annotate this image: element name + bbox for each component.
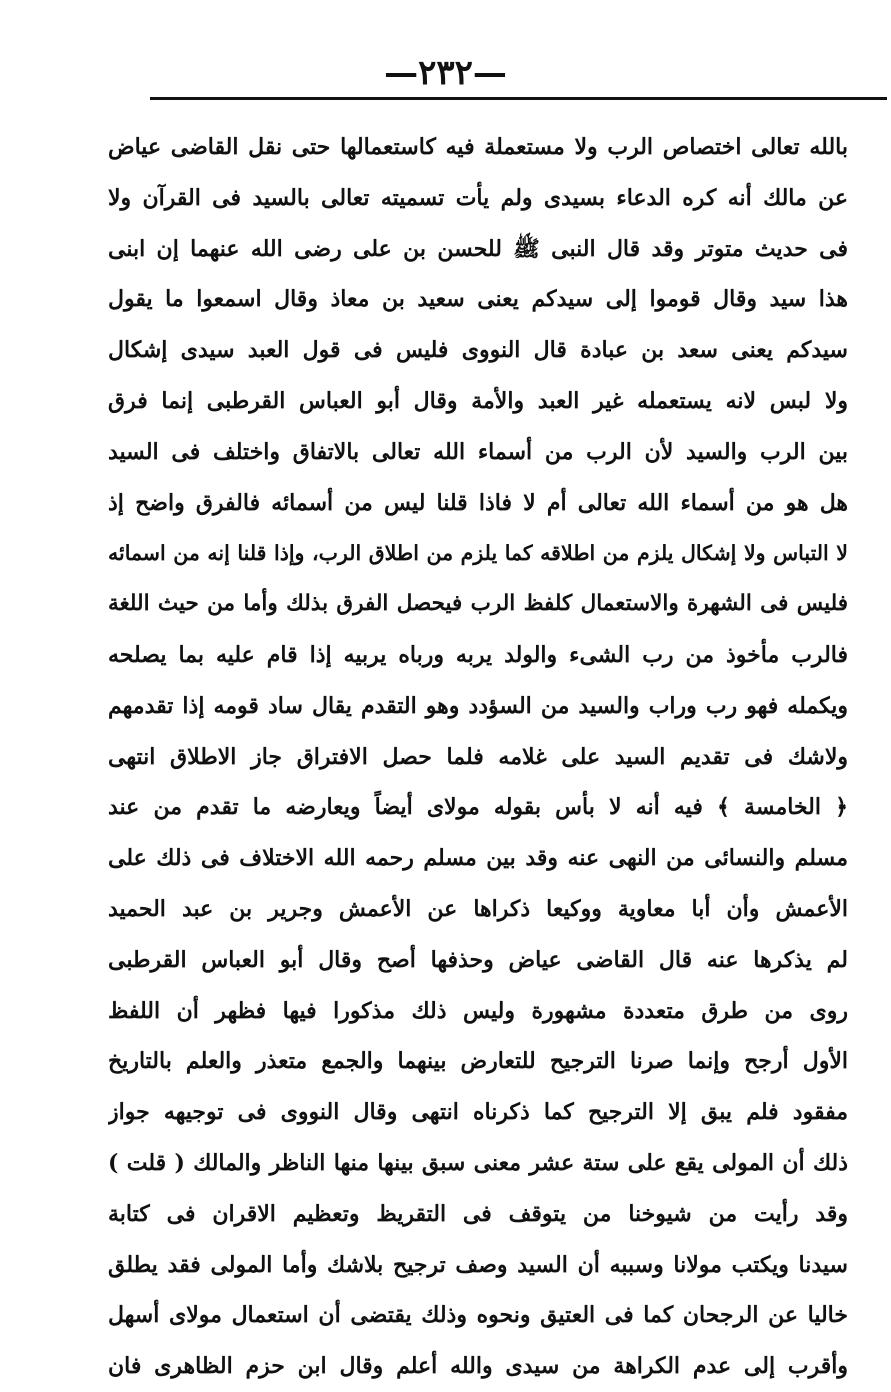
text-line: الأول أرجح وإنما صرنا الترجيح للتعارض بينهما والجمع متعذر والعلم بالتاريخ (108, 1048, 848, 1075)
body-text (108, 122, 848, 1392)
text-line: وأقرب إلى عدم الكراهة من سيدى والله أعلم وقال ابن حزم الظاهرى فان (108, 1353, 848, 1380)
page-number: —٢٣٢— (384, 53, 507, 93)
text-line: هل هو من أسماء الله تعالى أم لا فاذا قلنا ليس من أسمائه فالفرق واضح إذ (108, 489, 848, 516)
text-line: بين الرب والسيد لأن الرب من أسماء الله تعالى بالاتفاق واختلف فى السيد (108, 438, 848, 465)
text-line: بالله تعالى اختصاص الرب ولا مستعملة فيه كاستعمالها حتى نقل القاضى عياض (108, 134, 848, 160)
text-line: سيدنا ويكتب مولانا وسببه أن السيد وصف ترجيح بلاشك وأما المولى فقد يطلق (108, 1251, 848, 1278)
text-line: مسلم والنسائى من النهى عنه وقد بين مسلم رحمه الله الاختلاف فى ذلك على (108, 845, 848, 872)
text-line: وقد رأيت من شيوخنا من يتوقف فى التقريظ وتعظيم الاقران فى كتابة (108, 1200, 848, 1227)
header-rule (150, 97, 887, 100)
text-line: لا التباس ولا إشكال يلزم من اطلاقه كما يلزم من اطلاق الرب، وإذا قلنا إنه من اسمائه (108, 541, 848, 566)
text-line: فالرب مأخوذ من رب الشىء والولد يربه ورباه يربيه إذا قام عليه بما يصلحه (108, 641, 848, 668)
text-line: سيدكم يعنى سعد بن عبادة قال النووى فليس فى قول العبد سيدى إشكال (108, 337, 848, 364)
text-line: مفقود فلم يبق إلا الترجيح كما ذكرناه انتهى وقال النووى فى توجيهه جواز (108, 1099, 848, 1126)
text-line: فى حديث متوتر وقد قال النبى ﷺ للحسن بن على رضى الله عنهما إن ابنى (108, 235, 848, 262)
text-line: ويكمله فهو رب وراب والسيد من السؤدد وهو التقدم يقال ساد قومه إذا تقدمهم (108, 692, 848, 719)
text-line: عن مالك أنه كره الدعاء بسيدى ولم يأت تسميته تعالى بالسيد فى القرآن ولا (108, 184, 848, 211)
text-line: ولاشك فى تقديم السيد على غلامه فلما حصل الافتراق جاز الاطلاق انتهى (108, 743, 848, 770)
text-line: ﴿ الخامسة ﴾ فيه أنه لا بأس بقوله مولاى أيضاً ويعارضه ما تقدم من عند (108, 794, 848, 821)
text-line: فليس فى الشهرة والاستعمال كلفظ الرب فيحصل الفرق بذلك وأما من حيث اللغة (108, 591, 848, 617)
text-line: ولا لبس لانه يستعمله غير العبد والأمة وقال أبو العباس القرطبى إنما فرق (108, 387, 848, 414)
text-line: هذا سيد وقال قوموا إلى سيدكم يعنى سعيد بن معاذ وقال اسمعوا ما يقول (108, 286, 848, 313)
text-line: ذلك أن المولى يقع على ستة عشر معنى سبق بينها منها الناظر والمالك ( قلت ) (108, 1149, 848, 1176)
text-line: خاليا عن الرجحان كما فى العتيق ونحوه وذلك يقتضى أن استعمال مولاى أسهل (108, 1302, 848, 1329)
text-line: لم يذكرها عنه قال القاضى عياض وحذفها أصح وقال أبو العباس القرطبى (108, 946, 848, 973)
text-line: الأعمش وأن أبا معاوية ووكيعا ذكراها عن الأعمش وجرير بن عبد الحميد (108, 895, 848, 922)
text-line: روى من طرق متعددة مشهورة وليس ذلك مذكورا فيها فظهر أن اللفظ (108, 997, 848, 1024)
